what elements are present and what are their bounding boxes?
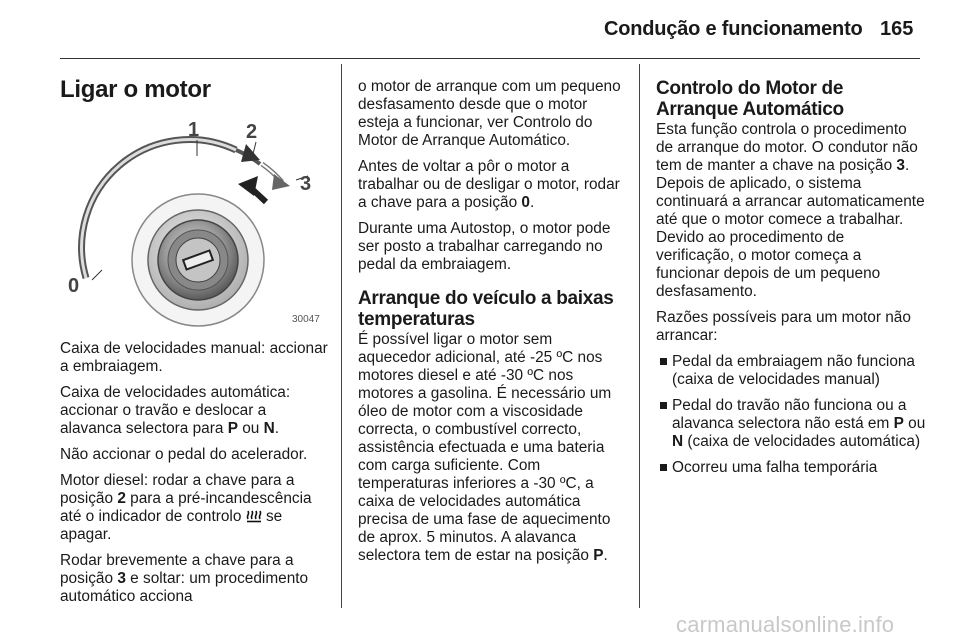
column-2-text [358, 78, 628, 573]
figure-label-1: 1 [188, 119, 200, 141]
paragraph: Caixa de velocidades manual: accionar a embraiagem. [60, 340, 328, 375]
list-item: Pedal da embraiagem não funciona (caixa de velocidades manual) [656, 353, 926, 389]
watermark: carmanualsonline.info [676, 612, 895, 637]
header-rule [60, 58, 920, 59]
column-divider-1 [341, 64, 342, 608]
column-1-text [60, 340, 332, 614]
reasons-list [656, 353, 926, 477]
glow-plug-indicator-icon [246, 509, 262, 523]
figure-label-0: 0 [68, 275, 80, 297]
bullet-square-icon [660, 402, 667, 409]
ignition-switch-figure [60, 110, 326, 328]
paragraph: Não accionar o pedal do acelerador. [60, 446, 308, 463]
figure-label-3: 3 [300, 173, 312, 195]
paragraph: Caixa de velocidades automática: accionar o travão e deslocar a alavanca selectora para P ou N. [60, 384, 291, 437]
paragraph: Motor diesel: rodar a chave para a posição 2 para a pré-incandescência até o indicador de controlo se apagar. [60, 472, 312, 543]
page-number: 165 [880, 18, 914, 40]
list-item: Ocorreu uma falha temporária [656, 459, 926, 477]
header-title: Condução e funcionamento [604, 18, 863, 40]
bullet-square-icon [660, 464, 667, 471]
column-divider-2 [639, 64, 640, 608]
paragraph: É possível ligar o motor sem aquecedor adicional, até -25 ºC nos motores diesel e até -30 ºC nos motores a gasolina. É necessário um óleo de motor com a viscosidade correcta, o combustível correcto, assistência efectuada e uma bateria com carga suficiente. Com temperaturas inferiores a -30 ºC, a caixa de velocidades automática precisa de uma fase de aquecimento de aprox. 5 minutos. A alavanca selectora tem de estar na posição P. [358, 331, 612, 564]
paragraph: Razões possíveis para um motor não arrancar: [656, 309, 911, 344]
figure-label-2: 2 [246, 121, 258, 143]
bullet-square-icon [660, 358, 667, 365]
ignition-switch-illustration [60, 110, 326, 328]
section-heading-controlo-motor-arranque: Controlo do Motor de Arranque Automático [656, 78, 844, 120]
arrow-head-3 [272, 174, 290, 190]
section-heading-baixas-temperaturas: Arranque do veículo a baixas temperaturas [358, 288, 614, 330]
arrow-head-1 [241, 144, 260, 162]
column-3-text [656, 78, 926, 485]
figure-code: 30047 [292, 314, 320, 325]
paragraph: o motor de arranque com um pequeno desfasamento desde que o motor esteja a funcionar, ver Controlo do Motor de Arranque Automático. [358, 78, 621, 149]
section-heading-ligar-motor: Ligar o motor [60, 76, 211, 103]
paragraph: Rodar brevemente a chave para a posição 3 e soltar: um procedimento automático acciona [60, 552, 309, 605]
paragraph: Antes de voltar a pôr o motor a trabalhar ou de desligar o motor, rodar a chave para a posição 0. [358, 158, 620, 211]
paragraph: Esta função controla o procedimento de arranque do motor. O condutor não tem de manter a chave na posição 3. Depois de aplicado, o sistema continuará a arrancar automaticamente até que o motor comece a trabalhar. Devido ao procedimento de verificação, o motor começa a funcionar depois de um pequeno desfasamento. [656, 121, 925, 300]
list-item: Pedal do travão não funciona ou a alavanca selectora não está em P ou N (caixa de velocidades automática) [656, 397, 926, 451]
paragraph: Durante uma Autostop, o motor pode ser posto a trabalhar carregando no pedal da embraiagem. [358, 220, 611, 273]
